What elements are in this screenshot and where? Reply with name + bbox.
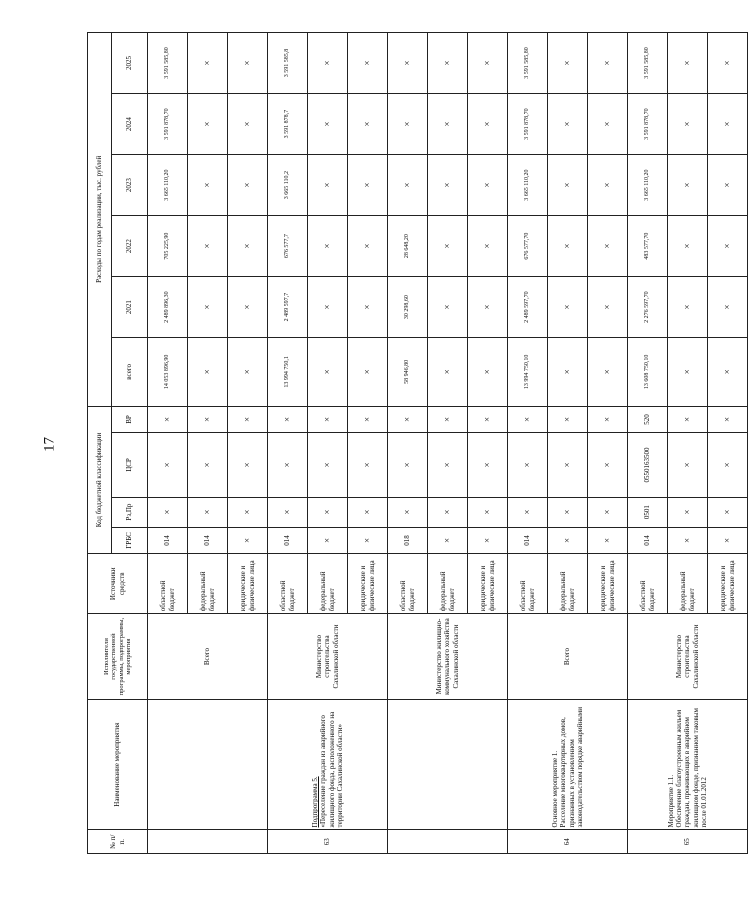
- total-cell: 13 608 750,10: [628, 338, 668, 407]
- row-number: [388, 830, 508, 854]
- source-cell: федеральный бюджет: [188, 554, 228, 614]
- y2022-cell: ×: [468, 216, 508, 277]
- y2022-cell: ×: [708, 216, 748, 277]
- measure-title: Мероприятие 1.1.: [667, 774, 676, 828]
- y2024-cell: 3 591 878,70: [628, 94, 668, 155]
- vr-cell: ×: [468, 406, 508, 433]
- y2024-cell: 3 591 878,70: [508, 94, 548, 155]
- y2023-cell: ×: [708, 155, 748, 216]
- vr-cell: ×: [388, 406, 428, 433]
- grbs-cell: 014: [188, 527, 228, 554]
- header-year-2025: 2025: [112, 33, 148, 94]
- y2024-cell: ×: [708, 94, 748, 155]
- y2025-cell: 3 591 585,80: [148, 33, 188, 94]
- header-num: № п/п.: [88, 830, 148, 854]
- csr-cell: ×: [148, 433, 188, 497]
- y2022-cell: ×: [188, 216, 228, 277]
- executor: Всего: [148, 614, 268, 700]
- source-cell: областной бюджет: [508, 554, 548, 614]
- measure-name: [508, 699, 628, 830]
- grbs-cell: ×: [668, 527, 708, 554]
- rzpr-cell: ×: [148, 497, 188, 527]
- y2024-cell: ×: [228, 94, 268, 155]
- measure-name: [148, 699, 268, 830]
- source-cell: юридические и физические лица: [228, 554, 268, 614]
- vr-cell: ×: [268, 406, 308, 433]
- y2023-cell: ×: [668, 155, 708, 216]
- vr-cell: ×: [308, 406, 348, 433]
- header-name: Наименование мероприятия: [88, 699, 148, 830]
- y2021-cell: ×: [308, 277, 348, 338]
- y2023-cell: ×: [548, 155, 588, 216]
- rzpr-cell: ×: [348, 497, 388, 527]
- measure-name: [388, 699, 508, 830]
- total-cell: ×: [468, 338, 508, 407]
- total-cell: ×: [588, 338, 628, 407]
- executor: Министерство жилищно-коммунального хозяйства Сахалинской области: [388, 614, 508, 700]
- y2022-cell: ×: [548, 216, 588, 277]
- y2025-cell: ×: [428, 33, 468, 94]
- grbs-cell: 014: [508, 527, 548, 554]
- y2023-cell: 3 665 110,20: [148, 155, 188, 216]
- row-number: 64: [508, 830, 628, 854]
- y2021-cell: ×: [668, 277, 708, 338]
- y2024-cell: 3 591 878,70: [148, 94, 188, 155]
- y2025-cell: 3 591 585,8: [268, 33, 308, 94]
- vr-cell: ×: [508, 406, 548, 433]
- y2025-cell: ×: [348, 33, 388, 94]
- csr-cell: ×: [708, 433, 748, 497]
- total-cell: ×: [668, 338, 708, 407]
- budget-table: [87, 32, 748, 854]
- total-cell: ×: [188, 338, 228, 407]
- y2021-cell: ×: [468, 277, 508, 338]
- total-cell: ×: [308, 338, 348, 407]
- y2025-cell: ×: [588, 33, 628, 94]
- grbs-cell: ×: [708, 527, 748, 554]
- measure-description: Обеспечение благоустроенным жильем граждан, проживающих в аварийном жилищном фонде, признанном таковым после 01.01.2012: [675, 708, 708, 828]
- y2024-cell: ×: [668, 94, 708, 155]
- csr-cell: ×: [348, 433, 388, 497]
- y2024-cell: 3 591 878,7: [268, 94, 308, 155]
- table-row: [508, 33, 548, 854]
- vr-cell: ×: [668, 406, 708, 433]
- measure-name: [268, 699, 388, 830]
- source-cell: федеральный бюджет: [668, 554, 708, 614]
- source-cell: областной бюджет: [388, 554, 428, 614]
- y2021-cell: ×: [548, 277, 588, 338]
- y2023-cell: ×: [188, 155, 228, 216]
- y2024-cell: ×: [468, 94, 508, 155]
- csr-cell: ×: [508, 433, 548, 497]
- y2024-cell: ×: [188, 94, 228, 155]
- csr-cell: ×: [308, 433, 348, 497]
- vr-cell: ×: [548, 406, 588, 433]
- rzpr-cell: ×: [468, 497, 508, 527]
- grbs-cell: 018: [388, 527, 428, 554]
- rzpr-cell: ×: [268, 497, 308, 527]
- rzpr-cell: ×: [388, 497, 428, 527]
- source-cell: областной бюджет: [268, 554, 308, 614]
- source-cell: федеральный бюджет: [428, 554, 468, 614]
- y2022-cell: 676 577,70: [508, 216, 548, 277]
- y2023-cell: 3 665 110,20: [628, 155, 668, 216]
- y2025-cell: ×: [228, 33, 268, 94]
- vr-cell: ×: [188, 406, 228, 433]
- rzpr-cell: ×: [308, 497, 348, 527]
- y2023-cell: 3 665 110,2: [268, 155, 308, 216]
- y2021-cell: 30 298,60: [388, 277, 428, 338]
- rzpr-cell: ×: [708, 497, 748, 527]
- measure-description: Расселение многоквартирных домов, признанных в установленном законодательством порядке аварийными: [559, 707, 584, 828]
- total-cell: 58 946,80: [388, 338, 428, 407]
- vr-cell: ×: [148, 406, 188, 433]
- executor: Всего: [508, 614, 628, 700]
- y2021-cell: ×: [428, 277, 468, 338]
- grbs-cell: ×: [468, 527, 508, 554]
- y2023-cell: ×: [428, 155, 468, 216]
- csr-cell: ×: [668, 433, 708, 497]
- row-number: [148, 830, 268, 854]
- csr-cell: ×: [268, 433, 308, 497]
- y2023-cell: ×: [588, 155, 628, 216]
- csr-cell: ×: [428, 433, 468, 497]
- source-cell: областной бюджет: [148, 554, 188, 614]
- csr-cell: ×: [228, 433, 268, 497]
- grbs-cell: ×: [428, 527, 468, 554]
- measure-name: [628, 699, 748, 830]
- vr-cell: ×: [348, 406, 388, 433]
- y2025-cell: ×: [468, 33, 508, 94]
- header-vr: ВР: [112, 406, 148, 433]
- table-body: [148, 33, 748, 854]
- y2025-cell: ×: [708, 33, 748, 94]
- y2021-cell: 2 489 597,7: [268, 277, 308, 338]
- y2024-cell: ×: [308, 94, 348, 155]
- y2022-cell: 676 577,7: [268, 216, 308, 277]
- y2022-cell: 28 648,20: [388, 216, 428, 277]
- grbs-cell: ×: [228, 527, 268, 554]
- grbs-cell: ×: [348, 527, 388, 554]
- vr-cell: ×: [588, 406, 628, 433]
- y2021-cell: ×: [228, 277, 268, 338]
- header-expenses: Расходы по годам реализации, тыс. рублей: [88, 33, 112, 407]
- rzpr-cell: ×: [548, 497, 588, 527]
- grbs-cell: ×: [548, 527, 588, 554]
- total-cell: 14 053 896,90: [148, 338, 188, 407]
- vr-cell: ×: [228, 406, 268, 433]
- vr-cell: 520: [628, 406, 668, 433]
- y2021-cell: ×: [188, 277, 228, 338]
- grbs-cell: 014: [148, 527, 188, 554]
- grbs-cell: ×: [588, 527, 628, 554]
- grbs-cell: 014: [268, 527, 308, 554]
- header-kbk: Код бюджетной классификации: [88, 406, 112, 554]
- y2025-cell: ×: [388, 33, 428, 94]
- vr-cell: ×: [708, 406, 748, 433]
- total-cell: ×: [548, 338, 588, 407]
- csr-cell: ×: [388, 433, 428, 497]
- y2022-cell: ×: [348, 216, 388, 277]
- rzpr-cell: ×: [188, 497, 228, 527]
- source-cell: юридические и физические лица: [708, 554, 748, 614]
- y2022-cell: ×: [588, 216, 628, 277]
- csr-cell: ×: [468, 433, 508, 497]
- table-row: [268, 33, 308, 854]
- total-cell: ×: [348, 338, 388, 407]
- y2021-cell: 2 489 597,70: [508, 277, 548, 338]
- source-cell: юридические и физические лица: [468, 554, 508, 614]
- y2024-cell: ×: [588, 94, 628, 155]
- header-rzpr: Рз,Пр: [112, 497, 148, 527]
- header-csr: ЦСР: [112, 433, 148, 497]
- y2022-cell: ×: [428, 216, 468, 277]
- y2023-cell: 3 665 110,20: [508, 155, 548, 216]
- csr-cell: ×: [548, 433, 588, 497]
- y2023-cell: ×: [308, 155, 348, 216]
- y2025-cell: 3 591 585,80: [628, 33, 668, 94]
- table-row: [148, 33, 188, 854]
- y2024-cell: ×: [548, 94, 588, 155]
- y2025-cell: ×: [548, 33, 588, 94]
- rzpr-cell: ×: [228, 497, 268, 527]
- row-number: 65: [628, 830, 748, 854]
- header-year-2021: 2021: [112, 277, 148, 338]
- header-year-2023: 2023: [112, 155, 148, 216]
- y2022-cell: ×: [308, 216, 348, 277]
- total-cell: ×: [428, 338, 468, 407]
- measure-title: Подпрограмма 5.: [311, 776, 320, 828]
- y2025-cell: ×: [188, 33, 228, 94]
- y2022-cell: ×: [668, 216, 708, 277]
- executor: Министерство строительства Сахалинской области: [628, 614, 748, 700]
- grbs-cell: ×: [308, 527, 348, 554]
- source-cell: юридические и физические лица: [348, 554, 388, 614]
- header-year-2022: 2022: [112, 216, 148, 277]
- rzpr-cell: ×: [668, 497, 708, 527]
- total-cell: 13 994 750,1: [268, 338, 308, 407]
- y2023-cell: ×: [228, 155, 268, 216]
- header-total: всего: [112, 338, 148, 407]
- source-cell: федеральный бюджет: [548, 554, 588, 614]
- rzpr-cell: ×: [428, 497, 468, 527]
- source-cell: федеральный бюджет: [308, 554, 348, 614]
- y2022-cell: 483 577,70: [628, 216, 668, 277]
- csr-cell: ×: [188, 433, 228, 497]
- y2022-cell: ×: [228, 216, 268, 277]
- csr-cell: ×: [588, 433, 628, 497]
- y2024-cell: ×: [428, 94, 468, 155]
- y2023-cell: ×: [468, 155, 508, 216]
- header-executor: Исполнители государственной программы, подпрограммы, мероприятия: [88, 614, 148, 700]
- rzpr-cell: 0501: [628, 497, 668, 527]
- vr-cell: ×: [428, 406, 468, 433]
- y2025-cell: 3 591 585,80: [508, 33, 548, 94]
- header-year-2024: 2024: [112, 94, 148, 155]
- table-row: [388, 33, 428, 854]
- table-row: [628, 33, 668, 854]
- y2024-cell: ×: [348, 94, 388, 155]
- page-number: 17: [41, 437, 58, 452]
- y2023-cell: ×: [348, 155, 388, 216]
- row-number: 63: [268, 830, 388, 854]
- y2021-cell: ×: [348, 277, 388, 338]
- source-cell: областной бюджет: [628, 554, 668, 614]
- header-sources: Источники средств: [88, 554, 148, 614]
- header-grbs: ГРБС: [112, 527, 148, 554]
- source-cell: юридические и физические лица: [588, 554, 628, 614]
- total-cell: ×: [708, 338, 748, 407]
- y2022-cell: 705 225,90: [148, 216, 188, 277]
- grbs-cell: 014: [628, 527, 668, 554]
- y2021-cell: ×: [588, 277, 628, 338]
- executor: Министерство строительства Сахалинской области: [268, 614, 388, 700]
- total-cell: 13 994 750,10: [508, 338, 548, 407]
- rzpr-cell: ×: [588, 497, 628, 527]
- y2025-cell: ×: [668, 33, 708, 94]
- y2024-cell: ×: [388, 94, 428, 155]
- rotated-table-container: [87, 32, 736, 854]
- y2021-cell: 2 276 597,70: [628, 277, 668, 338]
- y2025-cell: ×: [308, 33, 348, 94]
- measure-title: Основное мероприятие 1.: [551, 750, 560, 828]
- y2021-cell: 2 489 896,30: [148, 277, 188, 338]
- y2023-cell: ×: [388, 155, 428, 216]
- total-cell: ×: [228, 338, 268, 407]
- csr-cell: 0550163500: [628, 433, 668, 497]
- rzpr-cell: ×: [508, 497, 548, 527]
- measure-description: «Переселение граждан из аварийного жилищного фонда, расположенного на территории Сахалинской области»: [319, 711, 344, 828]
- y2021-cell: ×: [708, 277, 748, 338]
